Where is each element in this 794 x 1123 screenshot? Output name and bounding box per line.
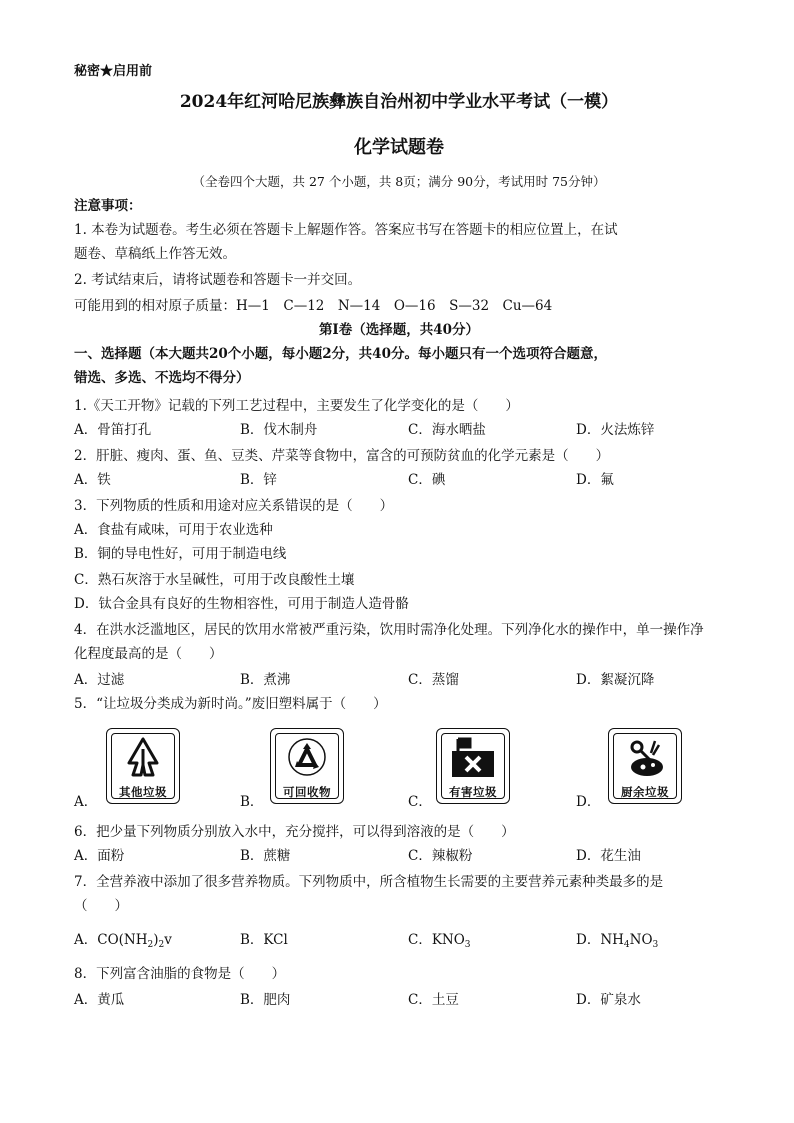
other-waste-sign[interactable] bbox=[106, 728, 180, 804]
recycle-icon bbox=[285, 735, 329, 781]
hazardous-waste-sign[interactable] bbox=[436, 728, 510, 804]
q2-option-d[interactable]: D．氟 bbox=[576, 472, 614, 488]
q7-option-c[interactable] bbox=[408, 930, 471, 955]
subscript: 2 bbox=[147, 940, 154, 950]
q5-option-c[interactable]: C． bbox=[408, 794, 432, 810]
q5-option-a[interactable]: A． bbox=[74, 794, 98, 810]
sign-label: 厨余垃圾 bbox=[621, 785, 669, 799]
formula-part: C．KNO bbox=[408, 932, 465, 948]
q8-option-d[interactable]: D．矿泉水 bbox=[576, 992, 641, 1008]
q6-option-a[interactable]: A．面粉 bbox=[74, 848, 125, 864]
q5-stem: 5．“让垃圾分类成为新时尚。”废旧塑料属于（ ） bbox=[74, 696, 387, 712]
note-2: 2. 考试结束后，请将试题卷和答题卡一并交回。 bbox=[74, 272, 362, 288]
q7-stem-line2: （ ） bbox=[74, 898, 128, 914]
q2-stem: 2．肝脏、瘦肉、蛋、鱼、豆类、芹菜等食物中，富含的可预防贫血的化学元素是（ ） bbox=[74, 448, 610, 464]
formula-part: CO(NH bbox=[97, 932, 148, 948]
exam-info: （全卷四个大题，共 27 个小题，共 8页；满分 90分，考试用时 75分钟） bbox=[192, 174, 606, 189]
exam-title: 2024年红河哈尼族彝族自治州初中学业水平考试（一模） bbox=[179, 92, 619, 112]
q1-option-d[interactable]: D．火法炼锌 bbox=[576, 422, 655, 438]
subscript: 2 bbox=[158, 940, 165, 950]
option-letter: A． bbox=[74, 932, 98, 948]
q4-option-d[interactable]: D．絮凝沉降 bbox=[576, 672, 655, 688]
q4-option-b[interactable]: B．煮沸 bbox=[240, 672, 291, 688]
paper-subtitle: 化学试题卷 bbox=[354, 137, 444, 158]
sign-label: 可回收物 bbox=[283, 785, 331, 799]
food-waste-sign[interactable] bbox=[608, 728, 682, 804]
q4-stem-line2: 化程度最高的是（ ） bbox=[74, 646, 223, 662]
formula-part: NO bbox=[629, 932, 653, 948]
q8-option-b[interactable]: B．肥肉 bbox=[240, 992, 291, 1008]
note-1-line2: 题卷、草稿纸上作答无效。 bbox=[74, 246, 236, 262]
sign-label: 其他垃圾 bbox=[119, 785, 167, 799]
q7-option-a[interactable] bbox=[74, 930, 172, 955]
other-waste-icon bbox=[121, 735, 165, 781]
q6-option-b[interactable]: B．蔗糖 bbox=[240, 848, 291, 864]
recyclable-sign[interactable] bbox=[270, 728, 344, 804]
secret-mark: 秘密★启用前 bbox=[74, 64, 153, 79]
q7-stem-line1: 7．全营养液中添加了很多营养物质。下列物质中，所含植物生长需要的主要营养元素种类最多的是 bbox=[74, 874, 664, 890]
q5-option-d[interactable]: D． bbox=[576, 794, 601, 810]
q2-option-c[interactable]: C．碘 bbox=[408, 472, 446, 488]
q3-option-d[interactable]: D．钛合金具有良好的生物相容性，可用于制造人造骨骼 bbox=[74, 596, 409, 612]
q1-option-c[interactable]: C．海水晒盐 bbox=[408, 422, 486, 438]
q1-option-a[interactable]: A．骨笛打孔 bbox=[74, 422, 152, 438]
notes-heading: 注意事项： bbox=[74, 198, 142, 214]
formula-part: ) bbox=[153, 932, 159, 948]
q1-option-b[interactable]: B．伐木制舟 bbox=[240, 422, 318, 438]
hazardous-waste-icon bbox=[448, 735, 498, 781]
note-1-line1: 1. 本卷为试题卷。考生必须在答题卡上解题作答。答案应书写在答题卡的相应位置上，在试 bbox=[74, 222, 618, 238]
q7-option-d[interactable] bbox=[576, 930, 658, 955]
subscript: 4 bbox=[623, 940, 630, 950]
subscript: 3 bbox=[464, 940, 471, 950]
q3-option-b[interactable]: B．铜的导电性好，可用于制造电线 bbox=[74, 546, 287, 562]
q2-option-b[interactable]: B．锌 bbox=[240, 472, 277, 488]
q4-stem-line1: 4．在洪水泛滥地区，居民的饮用水常被严重污染，饮用时需净化处理。下列净化水的操作中，单一操作净 bbox=[74, 622, 704, 638]
q2-option-a[interactable]: A．铁 bbox=[74, 472, 111, 488]
q4-option-a[interactable]: A．过滤 bbox=[74, 672, 125, 688]
section1-line2: 错选、多选、不选均不得分） bbox=[74, 370, 250, 386]
q1-stem: 1.《天工开物》记载的下列工艺过程中，主要发生了化学变化的是（ ） bbox=[74, 398, 519, 414]
q8-option-a[interactable]: A．黄瓜 bbox=[74, 992, 125, 1008]
q8-option-c[interactable]: C．土豆 bbox=[408, 992, 459, 1008]
q3-stem: 3．下列物质的性质和用途对应关系错误的是（ ） bbox=[74, 498, 394, 514]
q6-stem: 6．把少量下列物质分别放入水中，充分搅拌，可以得到溶液的是（ ） bbox=[74, 824, 515, 840]
subscript: 3 bbox=[652, 940, 659, 950]
q8-stem: 8．下列富含油脂的食物是（ ） bbox=[74, 966, 286, 982]
q7-option-b[interactable]: B．KCl bbox=[240, 932, 288, 948]
formula-part: v bbox=[164, 932, 172, 948]
q4-option-c[interactable]: C．蒸馏 bbox=[408, 672, 459, 688]
q3-option-c[interactable]: C．熟石灰溶于水呈碱性，可用于改良酸性土壤 bbox=[74, 572, 355, 588]
q5-option-b[interactable]: B． bbox=[240, 794, 264, 810]
part1-title: 第Ⅰ卷（选择题，共40分） bbox=[318, 322, 480, 338]
q6-option-d[interactable]: D．花生油 bbox=[576, 848, 641, 864]
q3-option-a[interactable]: A．食盐有咸味，可用于农业选种 bbox=[74, 522, 273, 538]
section1-line1: 一、选择题（本大题共20个小题，每小题2分，共40分。每小题只有一个选项符合题意， bbox=[74, 346, 607, 362]
sign-label: 有害垃圾 bbox=[449, 785, 497, 799]
atomic-masses: 可能用到的相对原子质量：H—1 C—12 N—14 O—16 S—32 Cu—64 bbox=[74, 298, 553, 314]
formula-part: D．NH bbox=[576, 932, 624, 948]
q6-option-c[interactable]: C．辣椒粉 bbox=[408, 848, 473, 864]
food-waste-icon bbox=[621, 735, 669, 781]
